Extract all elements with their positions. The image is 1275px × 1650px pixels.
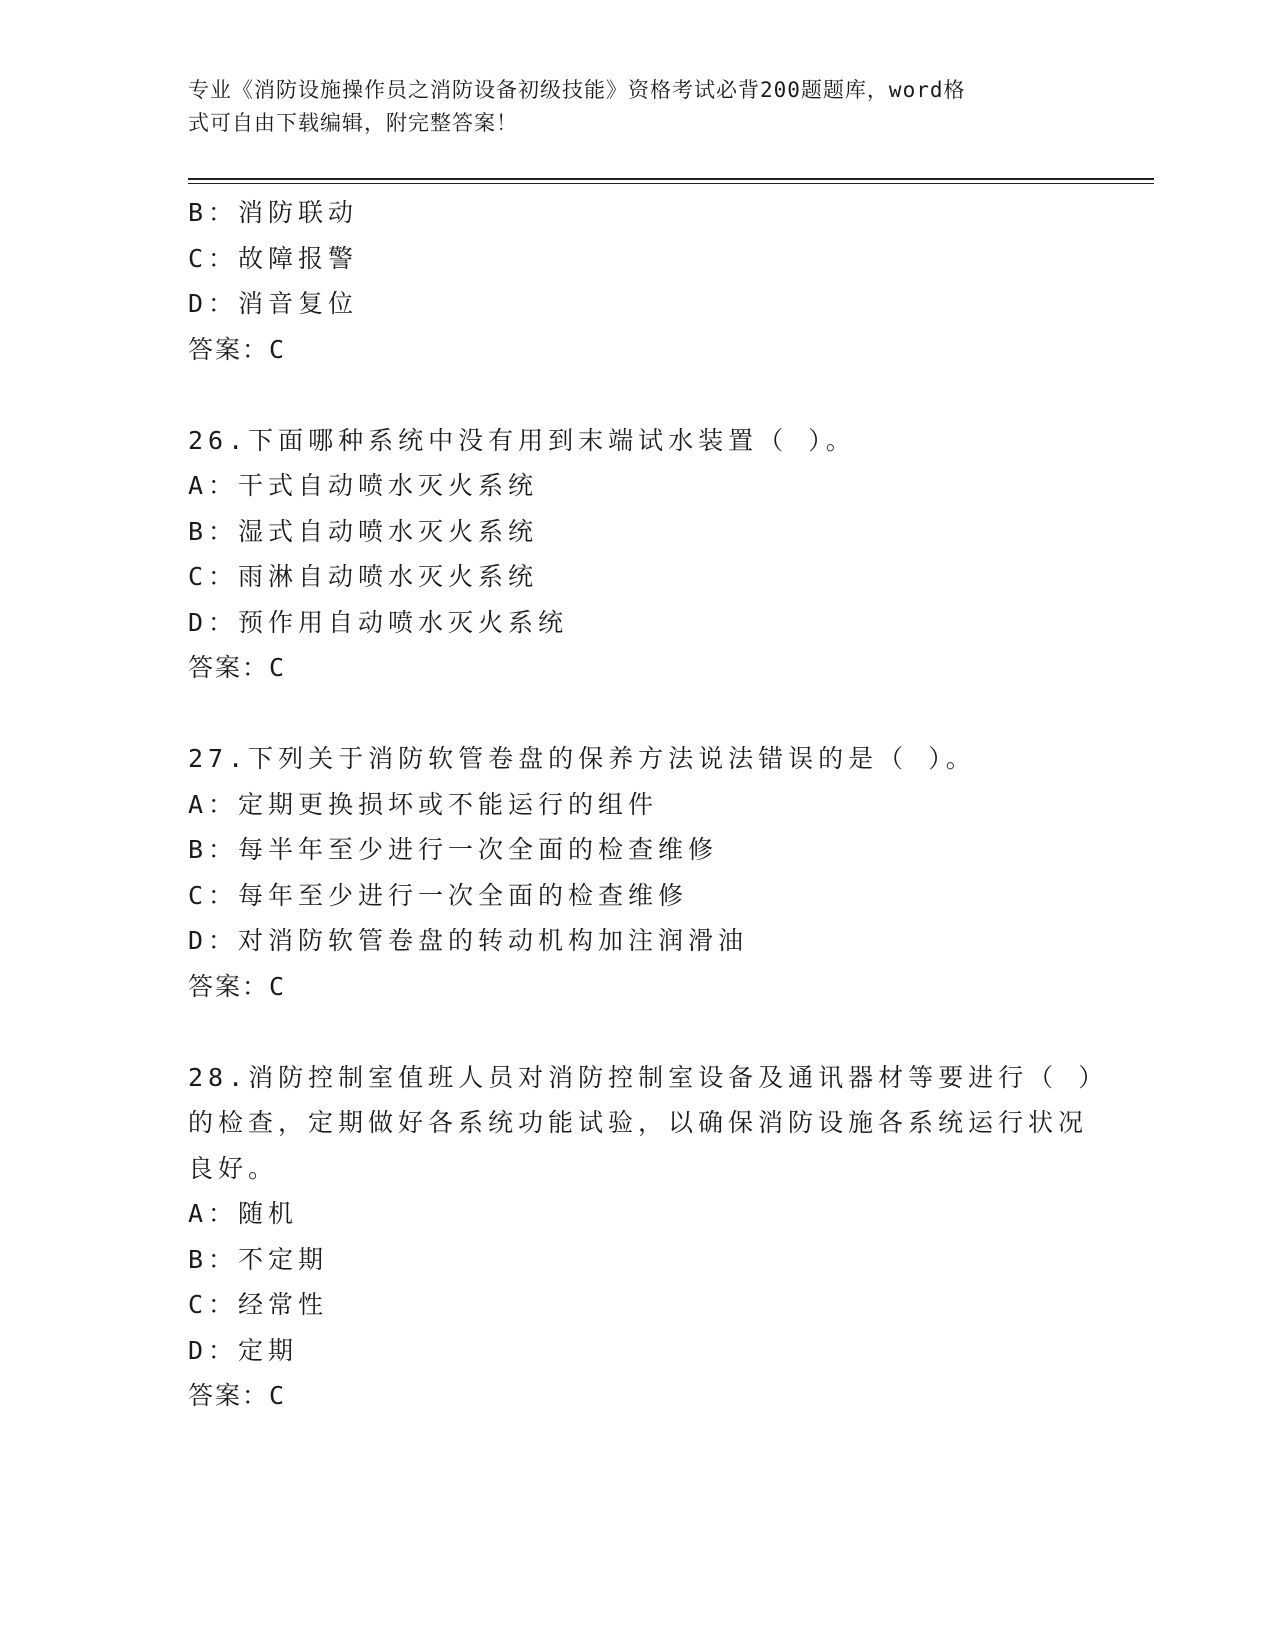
option-a: A：干式自动喷水灭火系统 [188, 471, 539, 500]
header-line-1: 专业《消防设施操作员之消防设备初级技能》资格考试必背200题题库，word格 [188, 78, 966, 102]
answer: 答案：C [188, 1381, 287, 1410]
option-d: D：预作用自动喷水灭火系统 [188, 607, 569, 637]
answer: 答案：C [188, 334, 287, 364]
option-b: B：消防联动 [188, 198, 359, 227]
document-header [188, 74, 1068, 140]
question-text-line-3: 良好。 [188, 1153, 279, 1183]
continued-question [188, 190, 1088, 372]
question-text: 27.下列关于消防软管卷盘的保养方法说法错误的是（ ）。 [188, 744, 976, 773]
question-27 [188, 736, 1088, 1009]
header-divider-thin [188, 183, 1154, 184]
option-c: C：雨淋自动喷水灭火系统 [188, 562, 539, 591]
question-26 [188, 418, 1088, 691]
option-c: C：经常性 [188, 1290, 329, 1319]
option-b: B：湿式自动喷水灭火系统 [188, 516, 539, 546]
option-d: D：定期 [188, 1335, 299, 1365]
question-text-line-1: 28.消防控制室值班人员对消防控制室设备及通讯器材等要进行（ ） [188, 1062, 1109, 1092]
option-c: C：每年至少进行一次全面的检查维修 [188, 880, 689, 910]
option-b: B：不定期 [188, 1244, 329, 1274]
option-a: A：随机 [188, 1199, 299, 1228]
question-28 [188, 1055, 1109, 1419]
option-d: D：消音复位 [188, 289, 359, 318]
option-a: A：定期更换损坏或不能运行的组件 [188, 789, 659, 819]
option-d: D：对消防软管卷盘的转动机构加注润滑油 [188, 926, 749, 955]
option-b: B：每半年至少进行一次全面的检查维修 [188, 835, 719, 864]
answer: 答案：C [188, 653, 287, 682]
answer: 答案：C [188, 971, 287, 1001]
option-c: C：故障报警 [188, 243, 359, 273]
question-text: 26.下面哪种系统中没有用到末端试水装置（ ）。 [188, 425, 856, 455]
header-line-2: 式可自由下载编辑，附完整答案！ [188, 111, 518, 135]
question-text-line-2: 的检查，定期做好各系统功能试验，以确保消防设施各系统运行状况 [188, 1108, 1089, 1137]
header-divider-thick [188, 178, 1154, 180]
question-content [188, 190, 1109, 1419]
